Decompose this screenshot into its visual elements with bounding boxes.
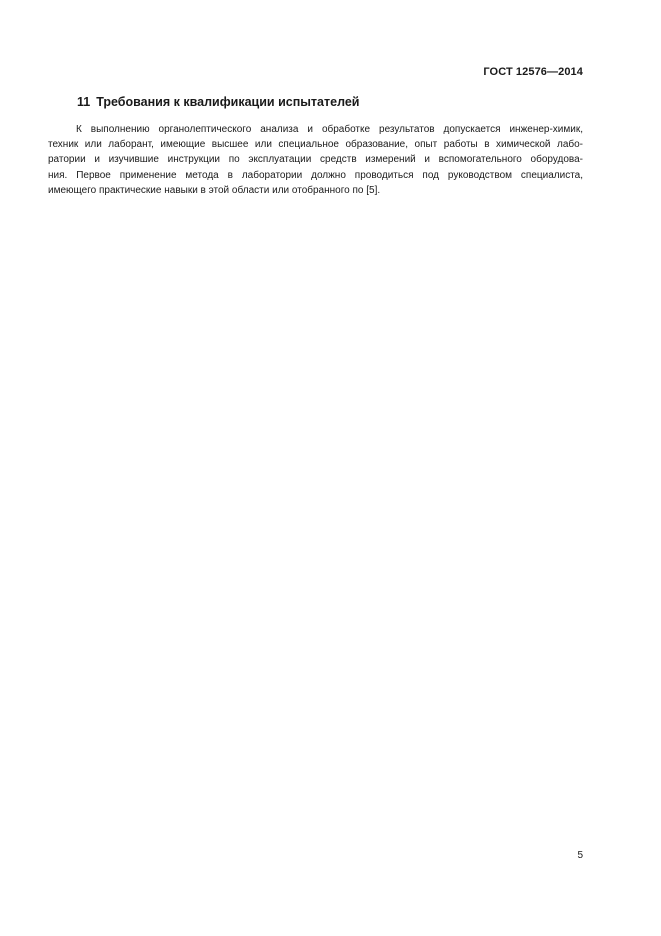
paragraph-line: ния. Первое применение метода в лаборатории должно проводиться под руководством специалиста, — [48, 169, 583, 181]
section-heading — [77, 95, 360, 109]
paragraph-line: ратории и изучившие инструкции по эксплуатации средств измерений и вспомогательного оборудова- — [48, 154, 583, 166]
document-code: ГОСТ 12576—2014 — [483, 66, 583, 78]
paragraph-line: имеющего практические навыки в этой области или отобранного по [5]. — [48, 184, 381, 196]
page-number: 5 — [577, 850, 583, 861]
paragraph-line: К выполнению органолептического анализа и обработке результатов допускается инженер-химик, — [76, 124, 583, 135]
section-title: Требования к квалификации испытателей — [96, 95, 360, 109]
paragraph-line: техник или лаборант, имеющие высшее или специальное образование, опыт работы в химической лабо- — [48, 139, 583, 151]
section-number: 11 — [77, 95, 91, 109]
section-paragraph — [48, 122, 583, 198]
